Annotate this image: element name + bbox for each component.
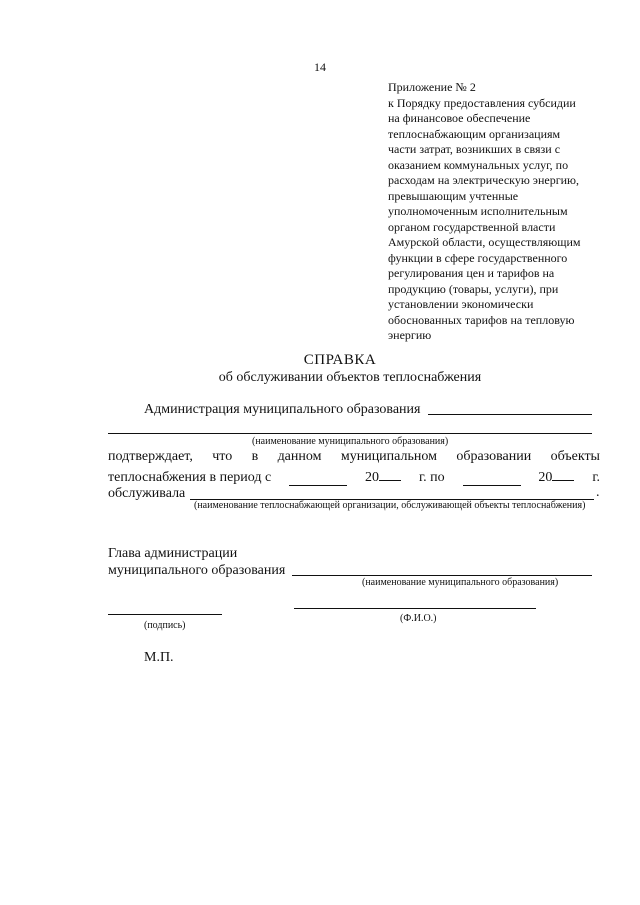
- signature-field[interactable]: [108, 614, 222, 615]
- served-label: обслуживала: [108, 486, 186, 501]
- appendix-line: энергию: [388, 328, 432, 342]
- head-title-line2: муниципального образования: [108, 563, 286, 578]
- municipality-name-field-continued[interactable]: [108, 433, 592, 434]
- confirms-word: муниципальном: [340, 449, 437, 464]
- confirms-word: что: [212, 449, 233, 464]
- confirms-word: образовании: [456, 449, 532, 464]
- caption-municipality: (наименование муниципального образования): [252, 436, 449, 447]
- period-g-end: г.: [592, 470, 600, 485]
- period-year-end: 20: [538, 467, 574, 486]
- document-title: СПРАВКА: [303, 352, 377, 368]
- caption-municipality-2: (наименование муниципального образования): [362, 577, 559, 588]
- appendix-line: превышающим учтенные: [388, 188, 519, 203]
- appendix-note: [388, 80, 618, 344]
- caption-organization: (наименование теплоснабжающей организации, обслуживающей объекты теплоснабжения): [194, 500, 586, 511]
- municipality-name-field[interactable]: [428, 414, 592, 415]
- confirms-word: данном: [277, 449, 322, 464]
- period-end-date-field[interactable]: [463, 472, 521, 486]
- appendix-line: Амурской области, осуществляющим: [388, 235, 581, 249]
- confirms-word: в: [251, 449, 259, 464]
- appendix-line: обоснованных тарифов на тепловую: [388, 312, 575, 327]
- page-number: 14: [314, 60, 326, 74]
- period-line: [108, 467, 600, 486]
- fio-field[interactable]: [294, 608, 536, 609]
- confirms-word: подтверждает,: [108, 449, 193, 464]
- period-label: теплоснабжения в период с: [108, 470, 272, 485]
- caption-fio: (Ф.И.О.): [400, 613, 437, 624]
- appendix-line: Приложение № 2: [388, 80, 476, 94]
- appendix-line: на финансовое обеспечение: [388, 111, 531, 125]
- head-title-line1: Глава администрации: [108, 546, 238, 561]
- head-municipality-field[interactable]: [292, 575, 592, 576]
- appendix-line: продукцию (товары, услуги), при: [388, 281, 559, 296]
- stamp-placeholder: М.П.: [144, 650, 174, 665]
- appendix-line: части затрат, возникших в связи с: [388, 142, 561, 156]
- caption-signature: (подпись): [144, 620, 186, 631]
- appendix-line: функции в сфере государственного: [388, 250, 568, 265]
- served-end-period: .: [596, 485, 600, 500]
- appendix-line: регулирования цен и тарифов на: [388, 266, 555, 280]
- admin-label: Администрация муниципального образования: [144, 402, 421, 417]
- period-start-date-field[interactable]: [289, 472, 347, 486]
- period-start-year-field[interactable]: [379, 467, 401, 481]
- confirms-word: объекты: [550, 449, 600, 464]
- appendix-line: уполномоченным исполнительным: [388, 204, 568, 218]
- appendix-line: теплоснабжающим организациям: [388, 126, 561, 141]
- appendix-line: органом государственной власти: [388, 219, 556, 234]
- appendix-line: к Порядку предоставления субсидии: [388, 95, 576, 110]
- period-to-label: г. по: [418, 470, 445, 485]
- appendix-line: установлении экономически: [388, 297, 534, 311]
- period-end-year-field[interactable]: [552, 467, 574, 481]
- period-year-start: 20: [365, 467, 401, 486]
- appendix-line: оказанием коммунальных услуг, по: [388, 157, 569, 172]
- appendix-line: расходам на электрическую энергию,: [388, 173, 580, 187]
- confirms-line: [108, 449, 600, 465]
- document-subtitle: об обслуживании объектов теплоснабжения: [218, 370, 482, 385]
